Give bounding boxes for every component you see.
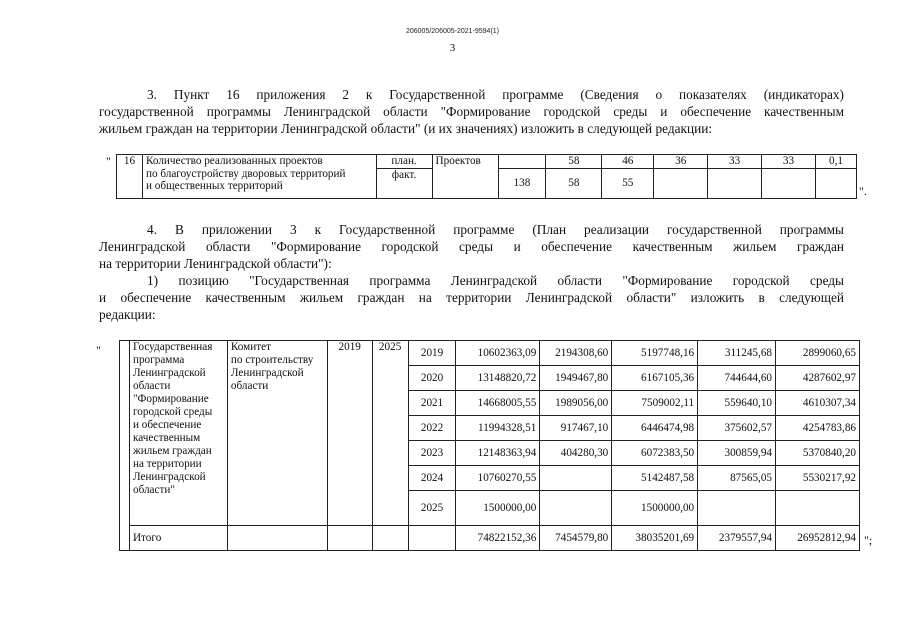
- value-cell: [540, 466, 612, 491]
- fact-value-cell: 138: [498, 169, 546, 199]
- total-cell: 13148820,72: [456, 366, 540, 391]
- year-cell: 2020: [408, 366, 456, 391]
- plan-label-cell: план.: [376, 155, 432, 169]
- empty-cell: [227, 526, 327, 551]
- start-year-cell: 2019: [327, 341, 372, 526]
- page-number: 3: [449, 42, 456, 54]
- plan-value-cell: [498, 155, 546, 169]
- plan-value-cell: 46: [602, 155, 654, 169]
- table1-quote-open: ": [106, 154, 111, 168]
- value-cell: 404280,30: [540, 441, 612, 466]
- grand-total-cell: 74822152,36: [456, 526, 540, 551]
- fact-value-cell: 55: [602, 169, 654, 199]
- executor-cell: Комитет по строительству Ленинградской области: [227, 341, 327, 526]
- value-cell: 7509002,11: [612, 391, 698, 416]
- value-cell: 917467,10: [540, 416, 612, 441]
- fact-value-cell: 58: [546, 169, 602, 199]
- empty-cell: [327, 526, 372, 551]
- total-cell: 12148363,94: [456, 441, 540, 466]
- spacer-cell: [120, 341, 130, 551]
- plan-value-cell: 33: [708, 155, 762, 169]
- paragraph-line: на территории Ленинградской области"):: [99, 256, 332, 271]
- paragraph-line: 3. Пункт 16 приложения 2 к Государственной программе (Сведения о показателях (индикаторах): [147, 87, 844, 102]
- plan-value-cell: 0,1: [815, 155, 856, 169]
- fact-value-cell: [708, 169, 762, 199]
- total-cell: 1500000,00: [456, 491, 540, 526]
- value-cell: 6167105,36: [612, 366, 698, 391]
- fact-value-cell: [815, 169, 856, 199]
- paragraph-line: 4. В приложении 3 к Государственной программе (План реализации государственной программы: [147, 222, 844, 237]
- paragraph-item-3: [99, 86, 844, 137]
- year-cell: 2023: [408, 441, 456, 466]
- total-value-cell: 38035201,69: [612, 526, 698, 551]
- value-cell: 4287602,97: [776, 366, 860, 391]
- paragraph-line: редакции:: [99, 307, 156, 322]
- value-cell: 5142487,58: [612, 466, 698, 491]
- value-cell: 2899060,65: [776, 341, 860, 366]
- empty-cell: [408, 526, 456, 551]
- total-value-cell: 7454579,80: [540, 526, 612, 551]
- value-cell: 4254783,86: [776, 416, 860, 441]
- value-cell: 6446474,98: [612, 416, 698, 441]
- program-name-cell: Государственная программа Ленинградской области "Формирование городской среды и обеспечение качественным жильем граждан на территории Ленинградской области": [129, 341, 227, 526]
- value-cell: 4610307,34: [776, 391, 860, 416]
- paragraph-line: Ленинградской области "Формирование городской среды и обеспечение качественным жильем граждан: [99, 239, 844, 254]
- paragraph-line: и обеспечение качественным жильем граждан на территории Ленинградской области" изложить в следующей: [99, 290, 844, 305]
- row-number-cell: 16: [117, 155, 143, 199]
- value-cell: 300859,94: [698, 441, 776, 466]
- total-value-cell: 2379557,94: [698, 526, 776, 551]
- total-value-cell: 26952812,94: [776, 526, 860, 551]
- value-cell: [540, 491, 612, 526]
- value-cell: 311245,68: [698, 341, 776, 366]
- fact-value-cell: [654, 169, 708, 199]
- paragraph-item-4: [99, 221, 844, 272]
- total-label-cell: Итого: [129, 526, 227, 551]
- paragraph-subitem-1: [99, 272, 844, 323]
- year-cell: 2019: [408, 341, 456, 366]
- value-cell: 2194308,60: [540, 341, 612, 366]
- value-cell: 1989056,00: [540, 391, 612, 416]
- year-cell: 2022: [408, 416, 456, 441]
- year-cell: 2024: [408, 466, 456, 491]
- plan-value-cell: 33: [762, 155, 816, 169]
- value-cell: 1500000,00: [612, 491, 698, 526]
- fact-label-cell: факт.: [376, 169, 432, 199]
- paragraph-line: жильем граждан на территории Ленинградской области" (и их значениях) изложить в следующей редакции:: [99, 121, 713, 136]
- plan-value-cell: 36: [654, 155, 708, 169]
- program-plan-table: [119, 340, 860, 551]
- total-cell: 10760270,55: [456, 466, 540, 491]
- total-cell: 10602363,09: [456, 341, 540, 366]
- year-cell: 2025: [408, 491, 456, 526]
- table1-quote-close: ".: [859, 184, 867, 198]
- end-year-cell: 2025: [372, 341, 408, 526]
- document-id: 206005/206005-2021-9594(1): [405, 28, 500, 35]
- value-cell: 1949467,80: [540, 366, 612, 391]
- fact-value-cell: [762, 169, 816, 199]
- value-cell: 559640,10: [698, 391, 776, 416]
- paragraph-line: государственной программы Ленинградской области "Формирование городской среды и обеспечение качественным: [99, 104, 844, 119]
- value-cell: 375602,57: [698, 416, 776, 441]
- value-cell: 6072383,50: [612, 441, 698, 466]
- value-cell: [776, 491, 860, 526]
- value-cell: 5370840,20: [776, 441, 860, 466]
- value-cell: [698, 491, 776, 526]
- plan-value-cell: 58: [546, 155, 602, 169]
- year-cell: 2021: [408, 391, 456, 416]
- paragraph-line: 1) позицию "Государственная программа Ленинградской области "Формирование городской среды: [147, 273, 844, 288]
- value-cell: 744644,60: [698, 366, 776, 391]
- value-cell: 5197748,16: [612, 341, 698, 366]
- total-cell: 14668005,55: [456, 391, 540, 416]
- unit-cell: Проектов: [432, 155, 498, 199]
- value-cell: 5530217,92: [776, 466, 860, 491]
- value-cell: 87565,05: [698, 466, 776, 491]
- total-cell: 11994328,51: [456, 416, 540, 441]
- indicators-table: [116, 154, 857, 199]
- indicator-name-cell: Количество реализованных проектов по благоустройству дворовых территорий и общественных территорий: [142, 155, 376, 199]
- table2-quote-close: ";: [864, 533, 873, 547]
- table2-quote-open: ": [96, 343, 101, 357]
- empty-cell: [372, 526, 408, 551]
